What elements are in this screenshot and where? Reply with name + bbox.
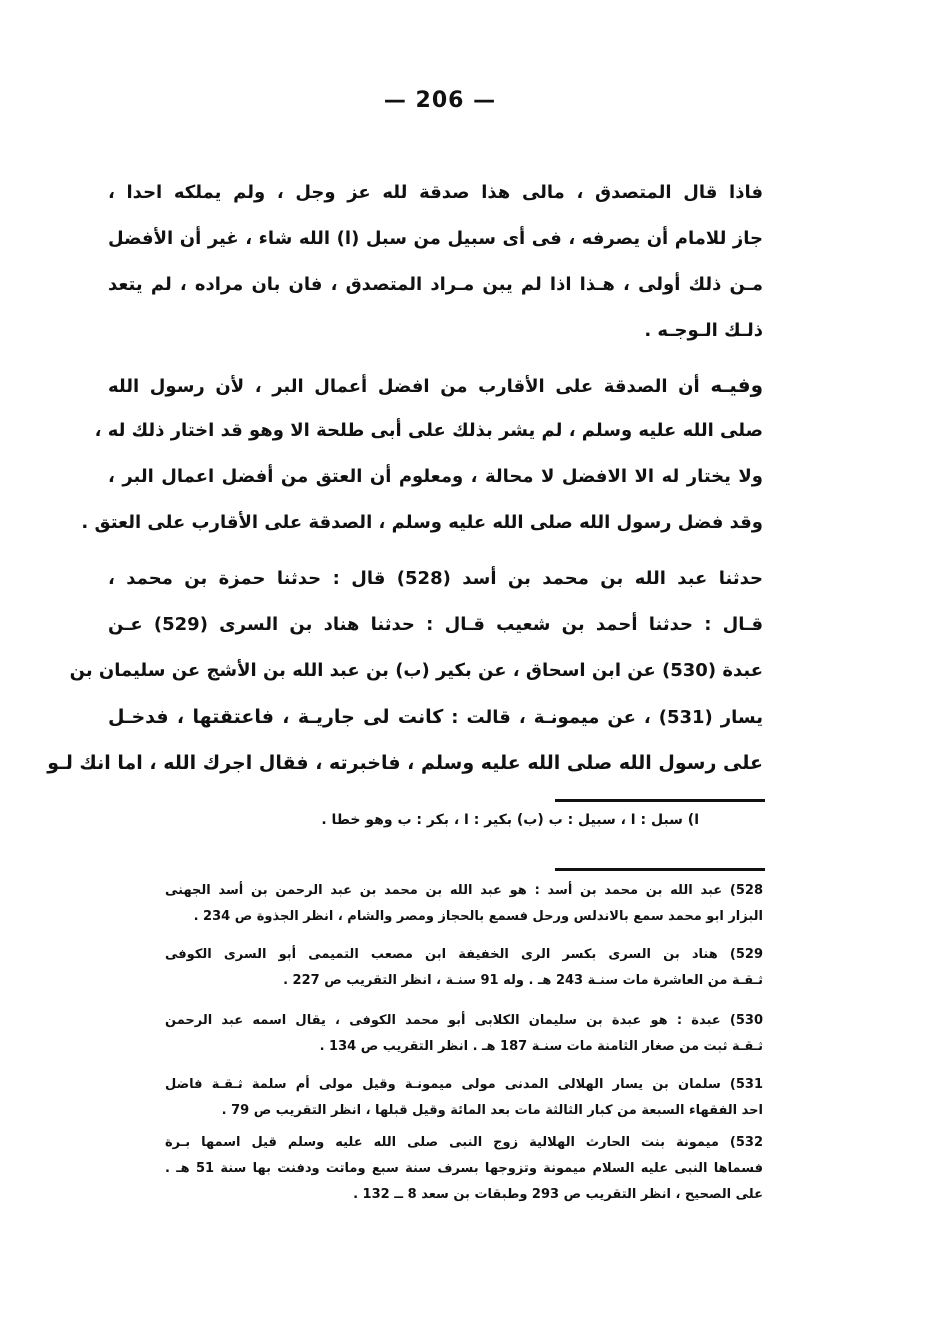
hadith-quote-line: على رسول الله صلى الله عليه وسلم ، فاخبرته ، فقال اجرك الله ، اما انك لـو [47, 752, 763, 774]
paragraph-line: قـال : حدثنا أحمد بن شعيب قـال : حدثنا هناد بن السرى (529) عـن [108, 614, 763, 635]
paragraph-line [108, 694, 763, 740]
footnote-line: 528) عبد الله بن محمد بن أسد : هو عبد الله بن محمد بن عبد الرحمن بن أسد الجهنى [165, 883, 763, 898]
footnote-line: على الصحيح ، انظر التقريب ص 293 وطبقات بن سعد 8 ــ 132 . [353, 1187, 763, 1202]
footnote-line: احد الفقهاء السبعة من كبار الثالثة مات بعد المائة وقيل قبلها ، انظر التقريب ص 79 . [221, 1103, 763, 1118]
footnote-line: ثـقـة ثبت من صغار الثامنة مات سنـة 187 هـ . انظر التقريب ص 134 . [319, 1039, 763, 1054]
page-number: — 206 — [383, 88, 497, 113]
paragraph-line: جاز للامام أن يصرفه ، فى أى سبيل من سبل (ا) الله شاء ، غير أن الأفضل [108, 228, 763, 249]
footnote-line: 532) ميمونة بنت الحارث الهلالية زوج النبى صلى الله عليه وسلم قيل اسمها بـرة [165, 1135, 763, 1150]
hadith-quote: كانت لى جاريـة ، فاعتقتها ، فدخـل [108, 706, 444, 728]
paragraph-1 [108, 170, 763, 354]
footnote-528 [165, 878, 763, 930]
footnote-line: 531) سلمان بن يسار الهلالى المدنى مولى ميمونـة وقيل مولى أم سلمة ثـقـة فاضل [165, 1077, 763, 1092]
paragraph-line: مـن ذلك أولى ، هـذا اذا لم يبن مـراد المتصدق ، فان بان مراده ، لم يتعد [108, 274, 763, 295]
footnote-separator [555, 799, 765, 802]
paragraph-line: حدثنا عبد الله بن محمد بن أسد (528) قال : حدثنا حمزة بن محمد ، [108, 568, 763, 589]
variant-readings-note: ا) سبل : ا ، سبيل : ب (ب) بكير : ا ، بكر : ب وهو خطا . [321, 812, 699, 828]
paragraph-line: ولا يختار له الا الافضل لا محالة ، ومعلوم أن العتق من أفضل اعمال البر ، [108, 466, 763, 487]
footnote-530 [165, 1008, 763, 1060]
footnote-line: فسماها النبى عليه السلام ميمونة وتزوجها بسرف سنة سبع وماتت ودفنت بها سنة 51 هـ . [165, 1161, 764, 1176]
paragraph-line-text: يسار (531) ، عن ميمونـة ، قالت : [451, 707, 763, 728]
paragraph-lead-word: وفيـه [710, 373, 763, 397]
footnote-532 [165, 1130, 763, 1208]
paragraph-line [108, 362, 763, 408]
paragraph-2 [81, 362, 763, 546]
footnote-line: 529) هناد بن السرى بكسر الرى الخفيفة ابن مصعب التميمى أبو السرى الكوفى [165, 947, 763, 962]
paragraph-line: فاذا قال المتصدق ، مالى هذا صدقة لله عز وجل ، ولم يملكه احدا ، [108, 182, 763, 203]
footnote-separator [555, 868, 765, 871]
footnote-529 [165, 942, 763, 994]
paragraph-line: صلى الله عليه وسلم ، لم يشر بذلك على أبى طلحة الا وهو قد اختار ذلك له ، [94, 420, 763, 441]
footnote-line: ثـقـة من العاشرة مات سنـة 243 هـ . وله 91 سنـة ، انظر التقريب ص 227 . [283, 973, 763, 988]
paragraph-line: ذلـك الـوجـه . [644, 320, 763, 341]
footnote-531 [165, 1072, 763, 1124]
paragraph-line: عبدة (530) عن ابن اسحاق ، عن بكير (ب) بن عبد الله بن الأشج عن سليمان بن [69, 660, 763, 681]
paragraph-3-hadith [47, 556, 763, 786]
paragraph-line: وقد فضل رسول الله صلى الله عليه وسلم ، الصدقة على الأقارب على العتق . [81, 512, 763, 533]
footnote-line: 530) عبدة : هو عبدة بن سليمان الكلابى أبو محمد الكوفى ، يقال اسمه عبد الرحمن [165, 1013, 763, 1028]
paragraph-line-text: أن الصدقة على الأقارب من افضل أعمال البر ، لأن رسول الله [108, 376, 700, 397]
footnote-line: البزار ابو محمد سمع بالاندلس ورحل فسمع بالحجاز ومصر والشام ، انظر الجذوة ص 234 . [193, 909, 763, 924]
